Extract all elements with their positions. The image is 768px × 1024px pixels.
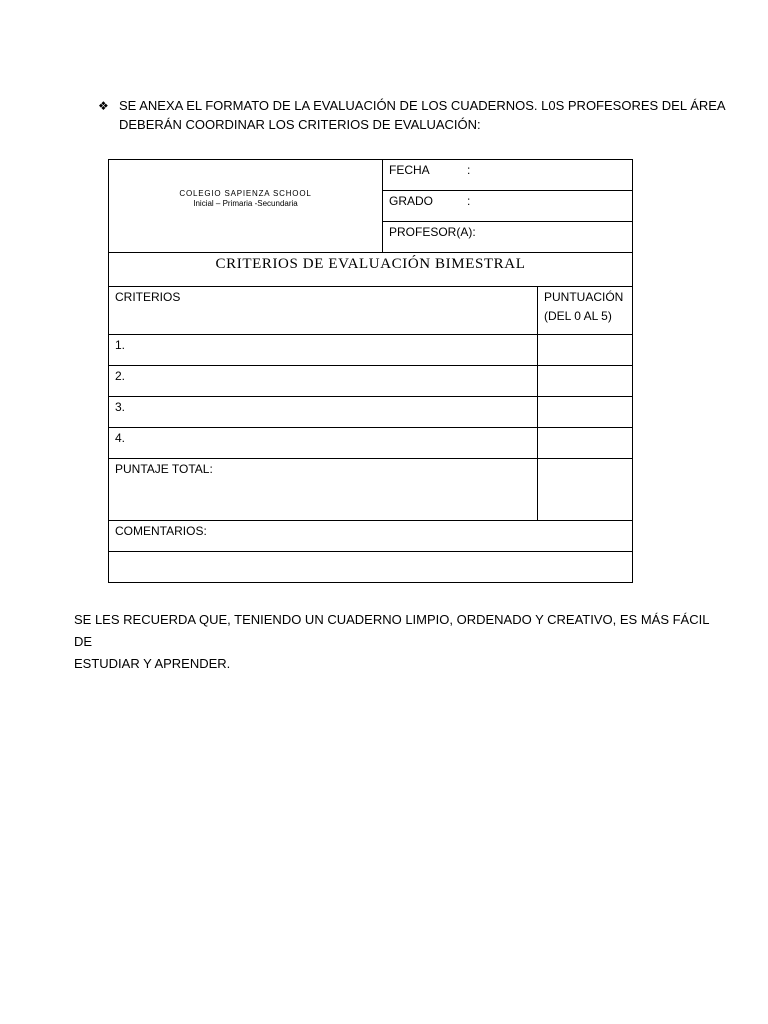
intro-paragraph <box>98 96 728 134</box>
puntuacion-header-line-1: PUNTUACIÓN <box>544 290 624 304</box>
profesor-label: PROFESOR(A): <box>389 225 476 239</box>
criterion-cell-2[interactable] <box>109 366 538 397</box>
diamond-bullet-icon: ❖ <box>98 99 109 113</box>
criterion-number: 3. <box>115 400 126 414</box>
form-title: CRITERIOS DE EVALUACIÓN BIMESTRAL <box>215 256 526 272</box>
closing-paragraph <box>74 609 724 675</box>
form-title-cell <box>109 253 633 287</box>
criterios-header-cell <box>109 287 538 335</box>
criterion-number: 2. <box>115 369 126 383</box>
total-label: PUNTAJE TOTAL: <box>115 462 213 476</box>
fecha-field[interactable] <box>383 160 633 191</box>
criterion-number: 4. <box>115 431 126 445</box>
intro-line-1: SE ANEXA EL FORMATO DE LA EVALUACIÓN DE LOS CUADERNOS. L0S PROFESORES DEL ÁREA <box>119 98 726 113</box>
score-cell-1[interactable] <box>538 335 633 366</box>
fecha-separator: : <box>467 163 471 177</box>
puntuacion-header <box>538 287 632 327</box>
comentarios-field[interactable] <box>109 552 633 583</box>
criterion-cell-1[interactable] <box>109 335 538 366</box>
score-cell-2[interactable] <box>538 366 633 397</box>
closing-line-2: ESTUDIAR Y APRENDER. <box>74 656 231 671</box>
criterion-cell-4[interactable] <box>109 428 538 459</box>
total-label-cell <box>109 459 538 521</box>
school-header-cell <box>109 160 383 253</box>
intro-text <box>119 96 728 134</box>
total-score-cell[interactable] <box>538 459 633 521</box>
criterion-row <box>109 366 633 397</box>
puntuacion-header-cell <box>538 287 633 335</box>
score-cell-4[interactable] <box>538 428 633 459</box>
school-levels: Inicial – Primaria -Secundaria <box>193 199 298 208</box>
grado-separator: : <box>467 194 471 208</box>
grado-field[interactable] <box>383 191 633 222</box>
comentarios-label-cell <box>109 521 633 552</box>
criterion-row <box>109 428 633 459</box>
criterion-cell-3[interactable] <box>109 397 538 428</box>
comentarios-label: COMENTARIOS: <box>115 524 207 538</box>
profesor-field[interactable] <box>383 222 633 253</box>
criterios-header: CRITERIOS <box>115 290 181 304</box>
closing-line-1: SE LES RECUERDA QUE, TENIENDO UN CUADERNO LIMPIO, ORDENADO Y CREATIVO, ES MÁS FÁCIL DE <box>74 612 709 649</box>
criterion-row <box>109 335 633 366</box>
intro-line-2: DEBERÁN COORDINAR LOS CRITERIOS DE EVALUACIÓN: <box>119 117 481 132</box>
fecha-label: FECHA <box>389 163 430 177</box>
school-name: COLEGIO SAPIENZA SCHOOL <box>179 189 312 198</box>
criterion-row <box>109 397 633 428</box>
criterion-number: 1. <box>115 338 126 352</box>
grado-label: GRADO <box>389 194 434 208</box>
evaluation-form <box>108 159 633 583</box>
score-cell-3[interactable] <box>538 397 633 428</box>
puntuacion-header-line-2: (DEL 0 AL 5) <box>544 309 612 323</box>
